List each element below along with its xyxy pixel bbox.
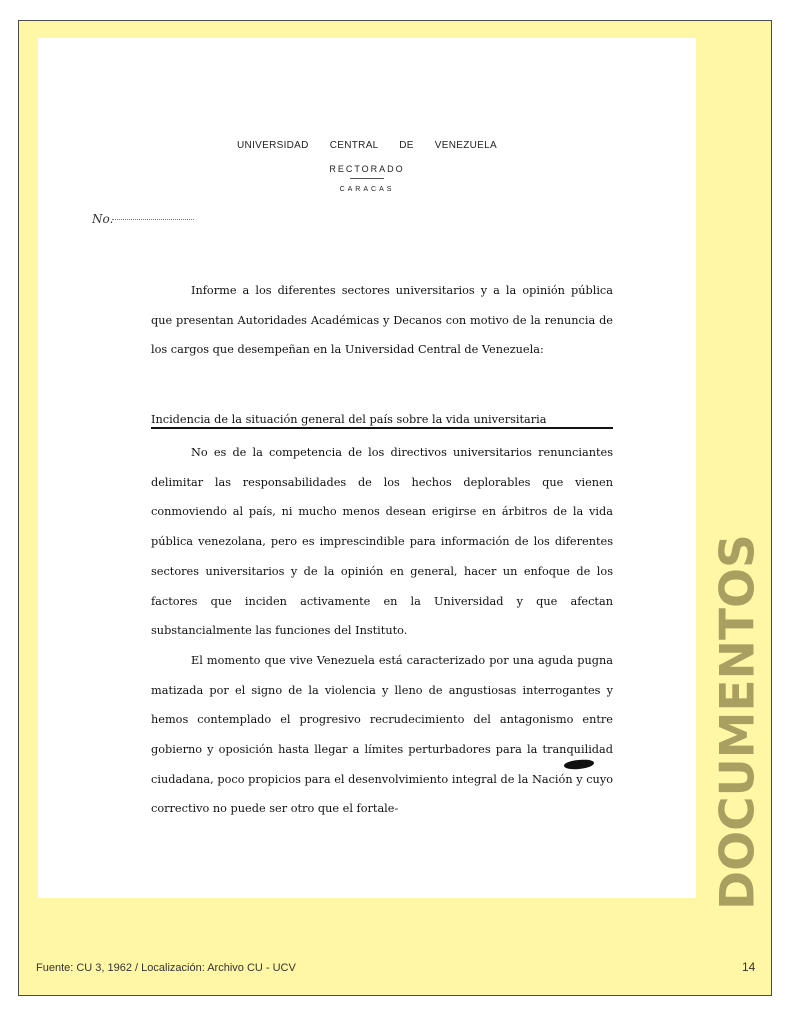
document-number-label: No. <box>92 212 114 226</box>
section-side-title: DOCUMENTOS <box>710 534 766 910</box>
intro-block <box>151 276 613 365</box>
letterhead-office: RECTORADO <box>329 164 405 174</box>
intro-paragraph: Informe a los diferentes sectores universitarios y a la opinión pública que presentan Autoridades Académicas y Decanos con motivo de la renuncia de los cargos que desempeñan en la Universidad Central de Venezuela: <box>151 284 613 357</box>
section-heading: Incidencia de la situación general del país sobre la vida universitaria <box>151 413 613 429</box>
letterhead-city: CARACAS <box>339 186 395 193</box>
letterhead-divider <box>350 178 384 179</box>
page-number: 14 <box>742 960 756 974</box>
body-paragraph-1: No es de la competencia de los directivos universitarios renunciantes delimitar las responsabilidades de los hechos deplorables que vienen conmoviendo al país, ni mucho menos desean erigirse en árbitros de la vida pública venezolana, pero es imprescindible para información de los diferentes sectores universitarios y de la opinión en general, hacer un enfoque de los factores que inciden activamente en la Universidad y que afectan substancialmente las funciones del Instituto. <box>151 446 613 638</box>
body-paragraphs <box>151 438 613 824</box>
body-paragraph-2: El momento que vive Venezuela está caracterizado por una aguda pugna matizada por el signo de la violencia y lleno de angustiosas interrogantes y hemos contemplado el progresivo recrudecimiento del antagonismo entre gobierno y oposición hasta llegar a límites perturbadores para la tranquilidad ciudadana, poco propicios para el desenvolvimiento integral de la Nación y cuyo correctivo no puede ser otro que el fortale- <box>151 653 613 816</box>
footer-source: Fuente: CU 3, 1962 / Localización: Archivo CU - UCV <box>36 962 296 974</box>
scanned-document <box>38 38 696 898</box>
letterhead-university: UNIVERSIDAD CENTRAL DE VENEZUELA <box>237 140 497 151</box>
document-number-line <box>112 219 194 220</box>
